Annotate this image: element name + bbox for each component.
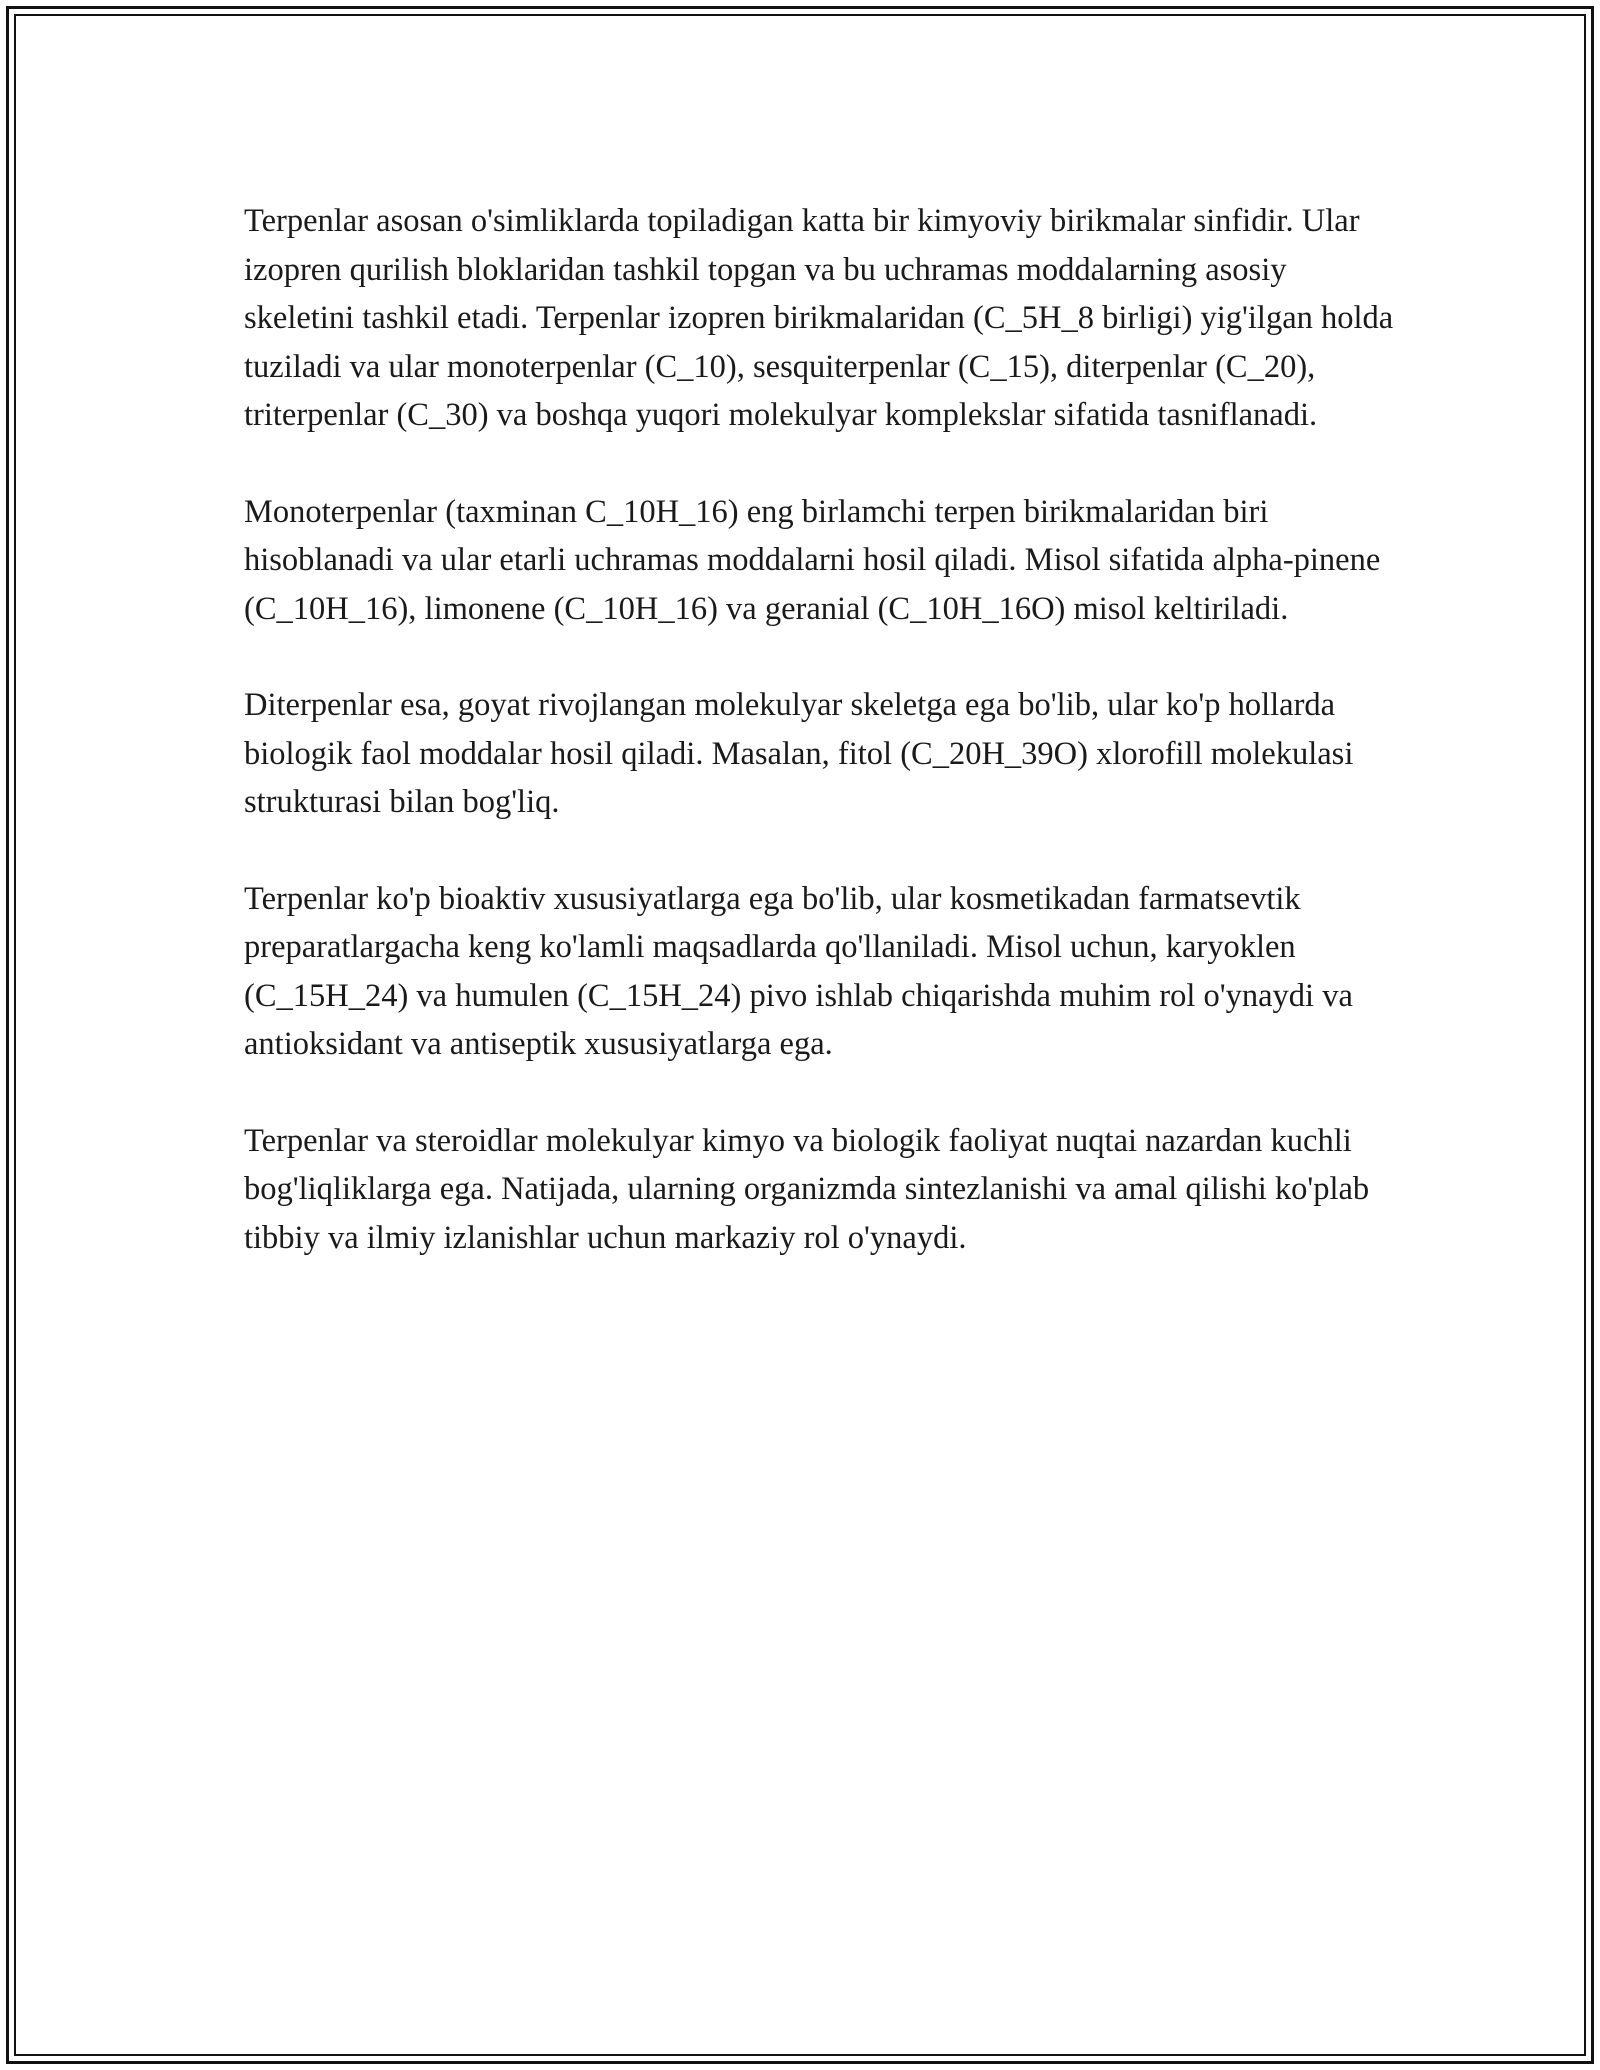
page-frame <box>6 6 1594 2064</box>
paragraph-monoterpenes: Monoterpenlar (taxminan C_10H_16) eng birlamchi terpen birikmalaridan biri hisoblanadi va ular etarli uchramas moddalarni hosil qiladi. Misol sifatida alpha-pinene (C_10H_16), limonene (C_10H_16) va geranial (C_10H_16O) misol keltiriladi. <box>244 493 1381 627</box>
paragraph-terpenes-steroids: Terpenlar va steroidlar molekulyar kimyo va biologik faoliyat nuqtai nazardan kuchli bog'liqliklarga ega. Natijada, ularning organizmda sintezlanishi va amal qilishi ko'plab tibbiy va ilmiy izlanishlar uchun markaziy rol o'ynaydi. <box>244 1122 1370 1256</box>
paragraph-bioactive-properties: Terpenlar ko'p bioaktiv xususiyatlarga ega bo'lib, ular kosmetikadan farmatsevtik preparatlargacha keng ko'lamli maqsadlarda qo'llaniladi. Misol uchun, karyoklen (C_15H_24) va humulen (C_15H_24) pivo ishlab chiqarishda muhim rol o'ynaydi va antioksidant va antiseptik xususiyatlarga ega. <box>244 880 1353 1062</box>
paragraph-terpenes-intro: Terpenlar asosan o'simliklarda topiladigan katta bir kimyoviy birikmalar sinfidir. Ular izopren qurilish bloklaridan tashkil topgan va bu uchramas moddalarning asosiy skeletini tashkil etadi. Terpenlar izopren birikmalaridan (C_5H_8 birligi) yig'ilgan holda tuziladi va ular monoterpenlar (C_10), sesquiterpenlar (C_15), diterpenlar (C_20), triterpenlar (C_30) va boshqa yuqori molekulyar komplekslar sifatida tasniflanadi. <box>244 203 1394 433</box>
document-body <box>244 197 1404 1310</box>
paragraph-diterpenes: Diterpenlar esa, goyat rivojlangan molekulyar skeletga ega bo'lib, ular ko'p hollarda biologik faol moddalar hosil qiladi. Masalan, fitol (C_20H_39O) xlorofill molekulasi strukturasi bilan bog'liq. <box>244 687 1354 820</box>
